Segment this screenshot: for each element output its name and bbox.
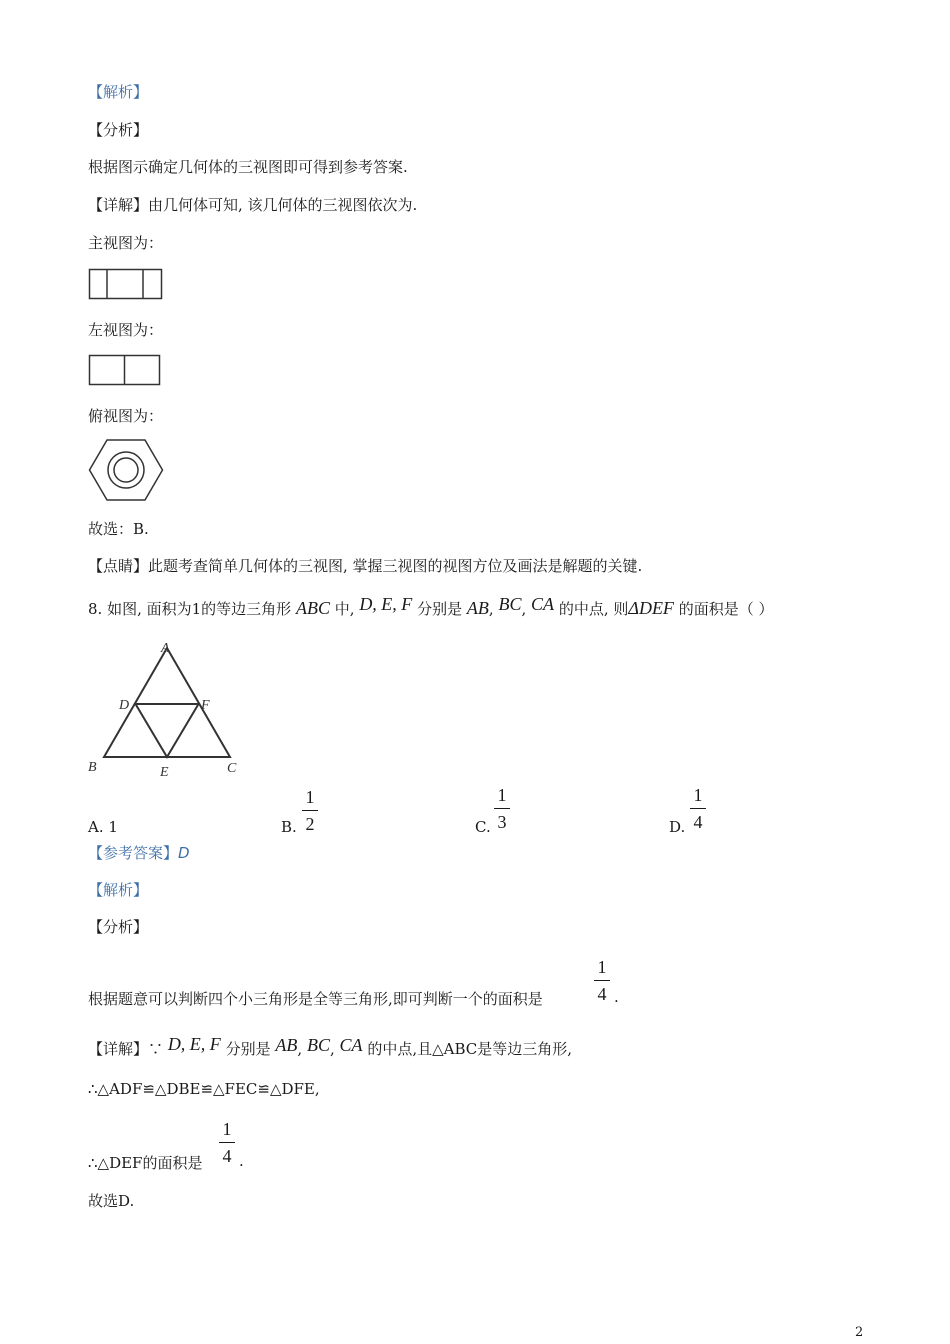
stem-text-4: 的中点, 则 [558, 600, 629, 618]
fenxi-numerator: 1 [597, 957, 607, 977]
congruence-line: ∴△ADF≌△DBE≌△FEC≌△DFE, [88, 1080, 320, 1098]
fraction-bar [302, 810, 318, 811]
left-view-figure [88, 354, 164, 388]
fenxi-end: . [614, 988, 619, 1006]
xiangjie-tag-2: 【详解】 [88, 1040, 149, 1058]
choice-b: 故选：B. [88, 520, 149, 538]
fenxi-text-2: 根据题意可以判断四个小三角形是全等三角形,即可判断一个的面积是 [88, 990, 543, 1008]
fenxi-fraction [594, 958, 610, 1003]
option-d-numerator: 1 [693, 785, 703, 805]
xiangjie-line [88, 194, 417, 215]
math-bc-2: BC [306, 1035, 330, 1055]
because-symbol: ∵ [148, 1040, 164, 1058]
area-end: . [239, 1152, 244, 1170]
midpoint-text: 的中点,且△ABC是等边三角形, [367, 1040, 573, 1058]
option-d-label: D. [669, 818, 686, 836]
math-ab: AB [466, 598, 489, 618]
vertex-label-c: C [227, 761, 237, 776]
option-c-fraction [494, 786, 510, 831]
question-number: 8. [88, 600, 103, 618]
option-b-label: B. [281, 818, 297, 836]
fenbie-text: 分别是 [225, 1040, 271, 1058]
page-number: 2 [855, 1325, 864, 1340]
area-fraction [219, 1120, 235, 1165]
option-b-denominator: 2 [305, 814, 315, 834]
option-a-label: A. [88, 818, 104, 836]
option-b-numerator: 1 [305, 787, 315, 807]
jiexi-heading: 【解析】 [88, 83, 149, 101]
vertex-label-a: A [161, 641, 170, 656]
triangle-figure [84, 636, 246, 782]
xiangjie-text: 由几何体可知, 该几何体的三视图依次为. [148, 196, 418, 214]
fraction-bar [494, 808, 510, 809]
vertex-label-f: F [201, 698, 210, 713]
option-c-numerator: 1 [497, 785, 507, 805]
math-ca-2: CA [339, 1035, 363, 1055]
choice-d: 故选D. [88, 1192, 135, 1210]
math-def-2: D, E, F [167, 1034, 221, 1054]
area-text: ∴△DEF的面积是 [88, 1154, 203, 1172]
option-d-denominator: 4 [693, 812, 703, 832]
math-ca: CA [531, 594, 555, 614]
fenxi-text: 根据图示确定几何体的三视图即可得到参考答案. [88, 158, 408, 176]
jiexi-heading-2: 【解析】 [88, 881, 149, 899]
vertex-label-e: E [160, 765, 169, 780]
answer-value: D [178, 844, 190, 862]
stem-text-2: 中, [334, 600, 355, 618]
front-view-label: 主视图为： [88, 234, 164, 252]
xiangjie-tag: 【详解】 [88, 196, 149, 214]
math-triangle-def: ΔDEF [628, 598, 674, 618]
fenxi-heading-2: 【分析】 [88, 918, 149, 936]
vertex-label-b: B [88, 760, 97, 775]
option-d-fraction [690, 786, 706, 831]
fenxi-denominator: 4 [597, 984, 607, 1004]
area-numerator: 1 [222, 1119, 232, 1139]
top-view-figure [88, 438, 166, 504]
math-def: D, E, F [359, 594, 413, 614]
dianjing-tag: 【点睛】 [88, 557, 149, 575]
math-ab-2: AB [275, 1035, 298, 1055]
question-8-stem [88, 594, 774, 619]
fraction-bar [690, 808, 706, 809]
comma-1: , [488, 600, 494, 618]
option-a [88, 818, 118, 836]
option-c-label: C. [475, 818, 491, 836]
front-view-figure [88, 268, 166, 302]
left-view-label: 左视图为： [88, 321, 164, 339]
stem-text-5: 的面积是（ ） [678, 600, 774, 618]
stem-text-1: 如图, 面积为1的等边三角形 [107, 600, 292, 618]
dianjing-line [88, 555, 642, 576]
xiangjie-line-2 [88, 1034, 573, 1059]
comma-3: , [297, 1040, 303, 1058]
stem-text-3: 分别是 [417, 600, 463, 618]
math-bc: BC [498, 594, 522, 614]
top-view-label: 俯视图为： [88, 407, 164, 425]
fraction-bar [219, 1142, 235, 1143]
dianjing-text: 此题考查简单几何体的三视图, 掌握三视图的视图方位及画法是解题的关键. [148, 557, 643, 575]
vertex-label-d: D [119, 698, 130, 713]
comma-2: , [521, 600, 527, 618]
comma-4: , [329, 1040, 335, 1058]
fraction-bar [594, 980, 610, 981]
option-b-fraction [302, 788, 318, 833]
answer-line [88, 842, 190, 863]
option-a-value: 1 [108, 818, 118, 836]
math-abc: ABC [295, 598, 330, 618]
fenxi-heading: 【分析】 [88, 121, 149, 139]
answer-tag: 【参考答案】 [88, 844, 179, 862]
area-denominator: 4 [222, 1146, 232, 1166]
option-c-denominator: 3 [497, 812, 507, 832]
